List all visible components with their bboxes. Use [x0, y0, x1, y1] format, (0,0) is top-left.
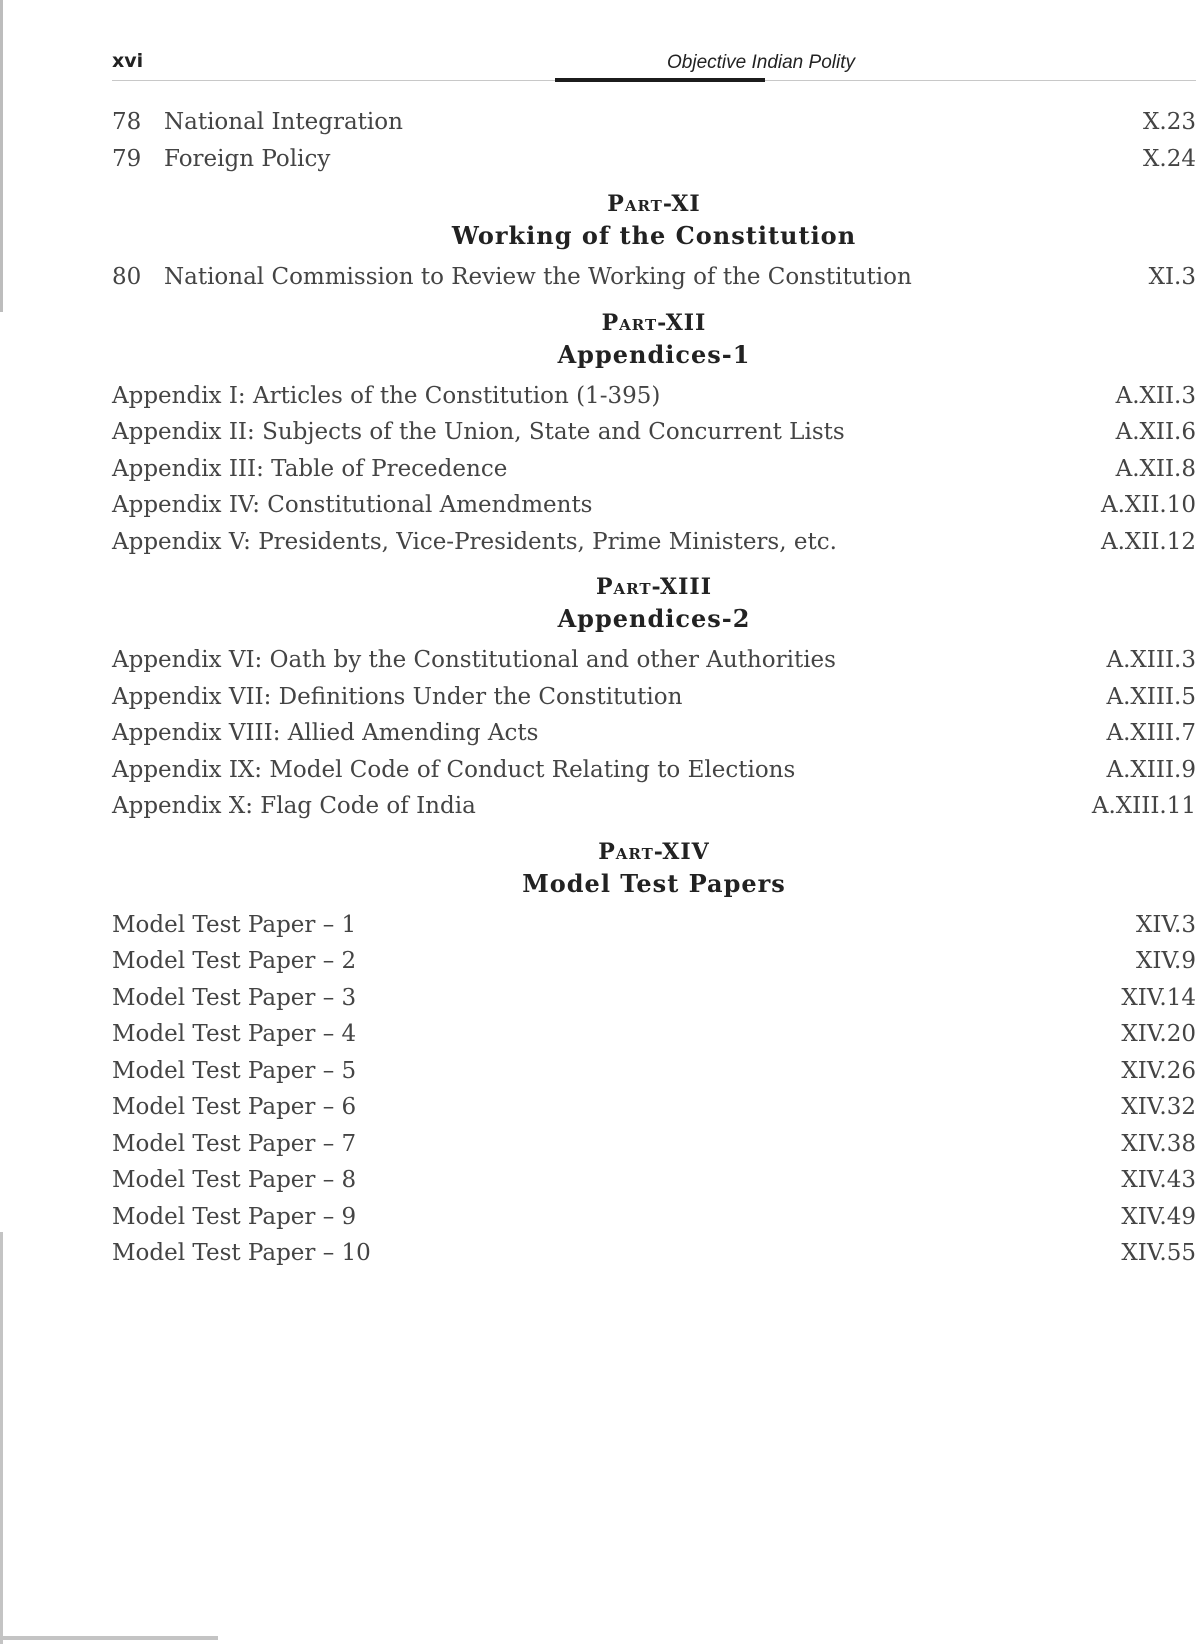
part-label: Part-XIV	[598, 838, 710, 865]
toc-entry[interactable]	[112, 1053, 1196, 1090]
part-label: Part-XII	[601, 309, 707, 336]
page-ref: XIV.55	[1121, 1240, 1196, 1266]
appendix-title: Appendix V: Presidents, Vice-Presidents, Prime Ministers, etc.	[112, 528, 837, 555]
page-ref: XIV.26	[1121, 1057, 1196, 1084]
appendix-title: Appendix VI: Oath by the Constitutional and other Authorities	[112, 647, 836, 673]
toc-entry[interactable]	[112, 1162, 1196, 1199]
toc-entry[interactable]	[112, 524, 1196, 561]
page-ref: A.XII.10	[1100, 492, 1196, 518]
appendix-title: Appendix I: Articles of the Constitution (1-395)	[112, 382, 661, 409]
test-paper-title: Model Test Paper – 5	[112, 1057, 357, 1084]
test-paper-title: Model Test Paper – 7	[112, 1130, 357, 1157]
page-ref: XIV.49	[1121, 1203, 1196, 1230]
page-ref: A.XIII.9	[1106, 756, 1196, 783]
appendix-title: Appendix III: Table of Precedence	[112, 455, 508, 482]
test-paper-title: Model Test Paper – 2	[112, 948, 357, 974]
page-ref: A.XII.12	[1100, 528, 1196, 555]
toc-entry[interactable]	[112, 141, 1196, 178]
toc-entry[interactable]	[112, 715, 1196, 752]
toc-entry[interactable]	[112, 259, 1196, 296]
part-xi-heading	[112, 189, 1196, 253]
chapter-title: National Integration	[164, 109, 403, 135]
page-edge-left	[0, 0, 3, 312]
test-paper-title: Model Test Paper – 8	[112, 1167, 357, 1193]
chapter-number: 78	[112, 109, 142, 135]
page-ref: XIV.3	[1136, 911, 1196, 938]
toc-entry[interactable]	[112, 980, 1196, 1017]
toc-entry[interactable]	[112, 1016, 1196, 1053]
page-ref: A.XII.6	[1115, 419, 1196, 445]
part-title: Appendices-2	[557, 604, 751, 633]
toc-entry[interactable]	[112, 1089, 1196, 1126]
toc-entry[interactable]	[112, 642, 1196, 679]
toc-entry[interactable]	[112, 104, 1196, 141]
page-ref: XIV.32	[1121, 1094, 1196, 1120]
page-ref: A.XIII.3	[1106, 647, 1196, 673]
test-paper-title: Model Test Paper – 1	[112, 911, 357, 938]
page-ref: A.XIII.5	[1106, 683, 1196, 710]
page-number: xvi	[112, 50, 144, 72]
page-ref: XIV.38	[1121, 1130, 1196, 1157]
part-title: Appendices-1	[557, 339, 751, 369]
toc-entry[interactable]	[112, 487, 1196, 524]
page-ref: A.XII.8	[1115, 455, 1196, 482]
appendix-title: Appendix VII: Definitions Under the Constitution	[112, 683, 683, 710]
page-ref: A.XIII.11	[1091, 793, 1196, 819]
part-title: Working of the Constitution	[451, 221, 857, 250]
toc-entry[interactable]	[112, 1126, 1196, 1163]
test-paper-title: Model Test Paper – 3	[112, 984, 357, 1011]
page-ref: A.XII.3	[1115, 382, 1196, 409]
test-paper-title: Model Test Paper – 9	[112, 1203, 357, 1230]
running-title: Objective Indian Polity	[667, 52, 855, 73]
page-ref: A.XIII.7	[1106, 720, 1196, 746]
part-xiv-heading	[112, 837, 1196, 901]
test-paper-title: Model Test Paper – 4	[112, 1021, 357, 1047]
chapter-number: 79	[112, 145, 142, 172]
part-xii-heading	[112, 308, 1196, 372]
page-ref: X.23	[1143, 109, 1196, 135]
table-of-contents	[112, 104, 1196, 1272]
toc-entry[interactable]	[112, 679, 1196, 716]
test-paper-title: Model Test Paper – 6	[112, 1094, 357, 1120]
appendix-title: Appendix IX: Model Code of Conduct Relating to Elections	[112, 756, 796, 783]
part-label: Part-XI	[607, 191, 701, 217]
header-title-underline	[555, 78, 765, 82]
part-xiii-heading	[112, 572, 1196, 636]
chapter-number: 80	[112, 264, 142, 290]
toc-entry[interactable]	[112, 451, 1196, 488]
appendix-title: Appendix II: Subjects of the Union, State and Concurrent Lists	[112, 419, 845, 445]
appendix-title: Appendix IV: Constitutional Amendments	[112, 492, 593, 518]
page-ref: XIV.14	[1121, 984, 1196, 1011]
page-ref: X.24	[1143, 145, 1196, 172]
toc-entry[interactable]	[112, 378, 1196, 415]
page-edge-left-lower	[0, 1232, 3, 1644]
part-label: Part-XIII	[595, 574, 713, 600]
page-ref: XI.3	[1148, 264, 1196, 290]
page-edge-bottom	[0, 1636, 218, 1640]
appendix-title: Appendix VIII: Allied Amending Acts	[112, 720, 539, 746]
toc-entry[interactable]	[112, 1235, 1196, 1272]
toc-entry[interactable]	[112, 907, 1196, 944]
toc-entry[interactable]	[112, 752, 1196, 789]
test-paper-title: Model Test Paper – 10	[112, 1240, 371, 1266]
page-ref: XIV.9	[1136, 948, 1196, 974]
chapter-title: Foreign Policy	[164, 145, 331, 172]
appendix-title: Appendix X: Flag Code of India	[112, 793, 476, 819]
page-ref: XIV.43	[1121, 1167, 1196, 1193]
page-ref: XIV.20	[1121, 1021, 1196, 1047]
part-title: Model Test Papers	[522, 868, 786, 898]
toc-entry[interactable]	[112, 943, 1196, 980]
page-header	[112, 50, 1196, 84]
toc-entry[interactable]	[112, 414, 1196, 451]
toc-entry[interactable]	[112, 788, 1196, 825]
chapter-title: National Commission to Review the Working of the Constitution	[164, 264, 912, 290]
toc-entry[interactable]	[112, 1199, 1196, 1236]
